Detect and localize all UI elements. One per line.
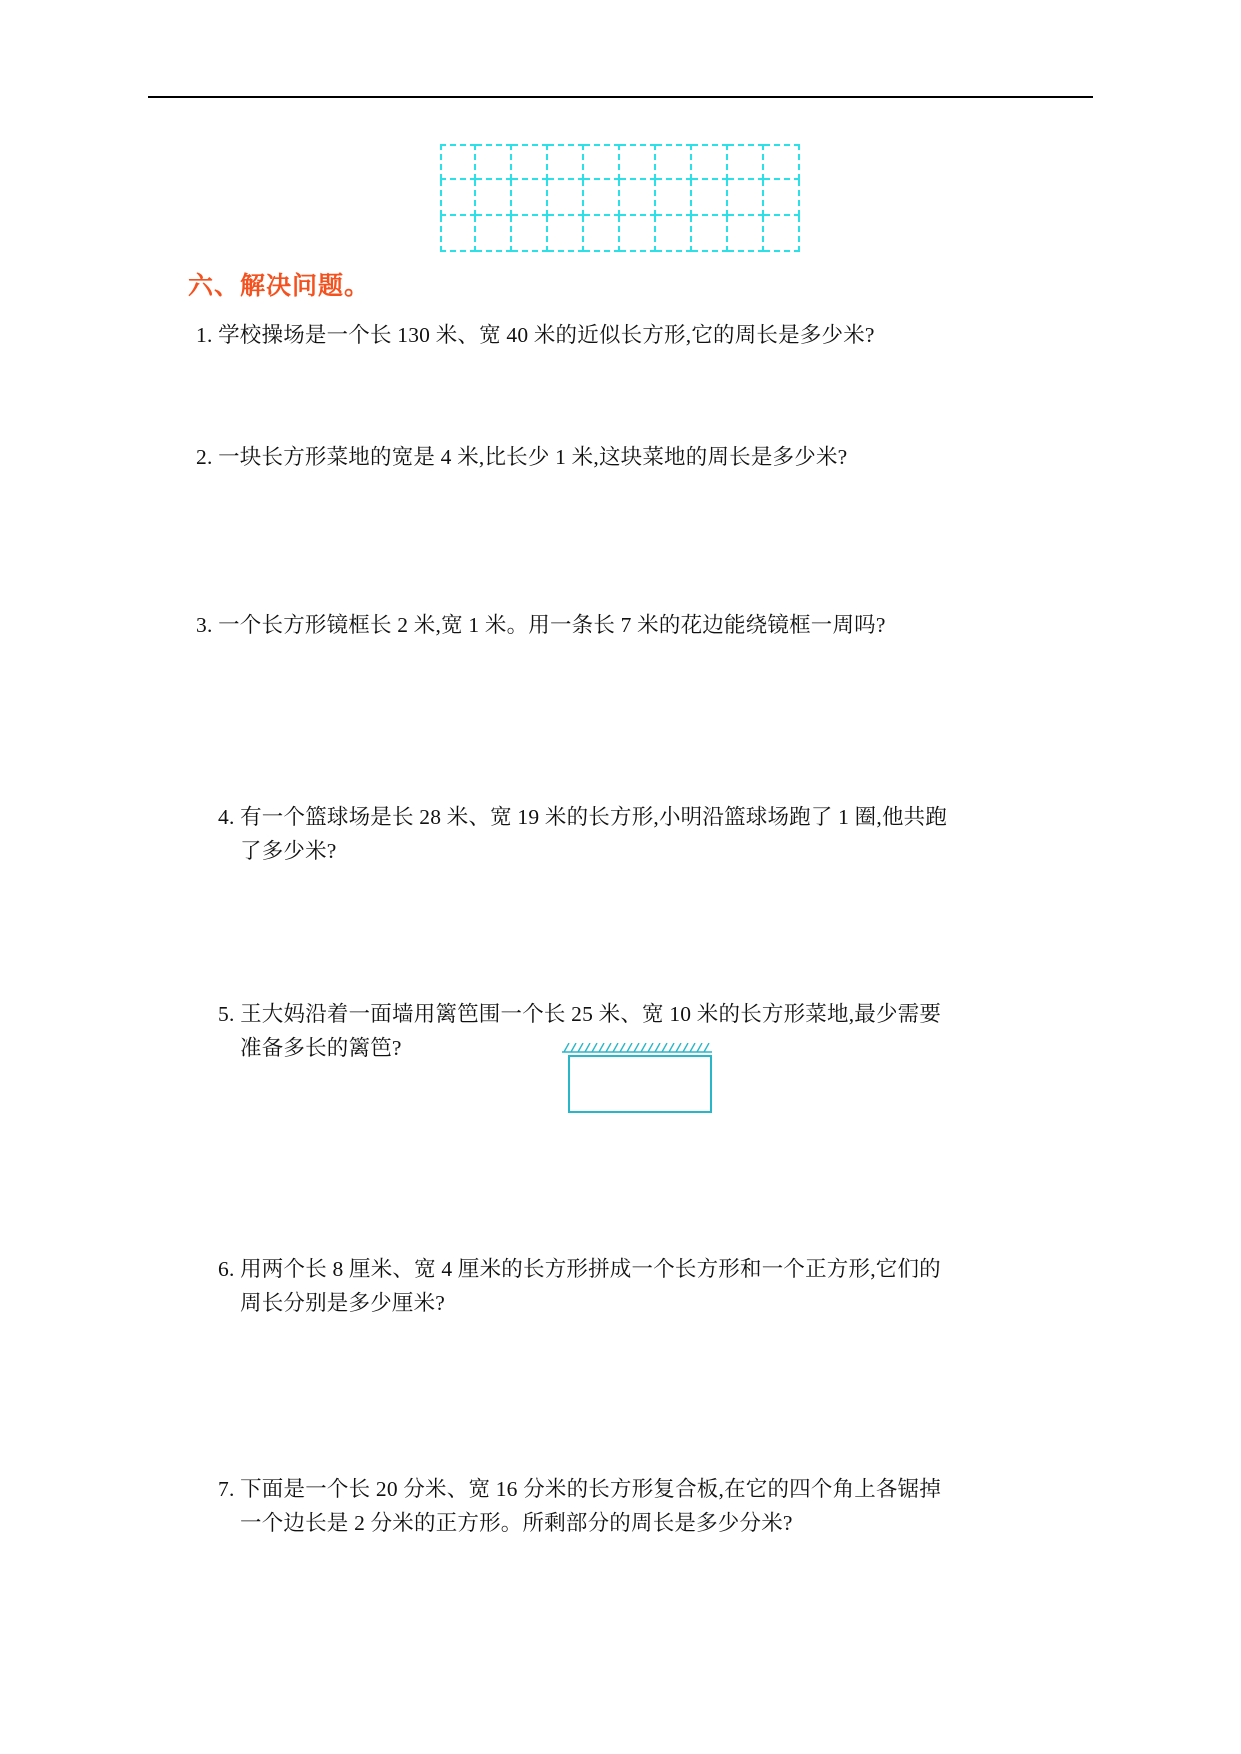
question-7-line-1: 7. 下面是一个长 20 分米、宽 16 分米的长方形复合板,在它的四个角上各锯掉 [218,1477,942,1501]
question-6-line-2: 周长分别是多少厘米? [240,1291,446,1315]
grid-cell [764,216,800,252]
question-2: 2. 一块长方形菜地的宽是 4 米,比长少 1 米,这块菜地的周长是多少米? [196,445,848,469]
question-1: 1. 学校操场是一个长 130 米、宽 40 米的近似长方形,它的周长是多少米? [196,323,875,347]
grid-cell [764,144,800,180]
grid-cell [512,180,548,216]
fence-rectangle [568,1055,712,1113]
grid-cell [440,216,476,252]
grid-cell [548,180,584,216]
grid-cell [692,216,728,252]
dashed-grid-diagram [440,144,800,252]
fence-wall-diagram [562,1043,712,1118]
grid-cells [440,144,800,252]
grid-cell [512,216,548,252]
grid-cell [584,144,620,180]
grid-cell [584,216,620,252]
grid-cell [764,180,800,216]
grid-cell [512,144,548,180]
question-7 [218,1472,1058,1540]
grid-cell [656,144,692,180]
grid-cell [620,180,656,216]
question-4-line-2: 了多少米? [240,839,337,863]
grid-cell [440,180,476,216]
grid-cell [476,144,512,180]
grid-cell [584,180,620,216]
grid-cell [656,216,692,252]
question-4-line-1: 4. 有一个篮球场是长 28 米、宽 19 米的长方形,小明沿篮球场跑了 1 圈,他共跑 [218,805,948,829]
question-5-line-2: 准备多长的篱笆? [240,1036,402,1060]
question-6 [218,1252,1058,1320]
grid-cell [728,180,764,216]
grid-cell [476,216,512,252]
question-5-line-1: 5. 王大妈沿着一面墙用篱笆围一个长 25 米、宽 10 米的长方形菜地,最少需要 [218,1002,942,1026]
grid-cell [728,216,764,252]
grid-cell [548,216,584,252]
grid-cell [692,180,728,216]
question-7-line-2: 一个边长是 2 分米的正方形。所剩部分的周长是多少分米? [240,1511,793,1535]
header-divider [148,96,1093,98]
grid-cell [620,216,656,252]
grid-cell [620,144,656,180]
grid-cell [476,180,512,216]
grid-cell [440,144,476,180]
grid-cell [728,144,764,180]
grid-cell [548,144,584,180]
section-heading-six: 六、解决问题。 [188,272,371,300]
grid-cell [692,144,728,180]
wall-hatch-icon [562,1043,712,1053]
question-3: 3. 一个长方形镜框长 2 米,宽 1 米。用一条长 7 米的花边能绕镜框一周吗? [196,613,886,637]
grid-cell [656,180,692,216]
question-6-line-1: 6. 用两个长 8 厘米、宽 4 厘米的长方形拼成一个长方形和一个正方形,它们的 [218,1257,941,1281]
question-4 [218,800,1058,868]
